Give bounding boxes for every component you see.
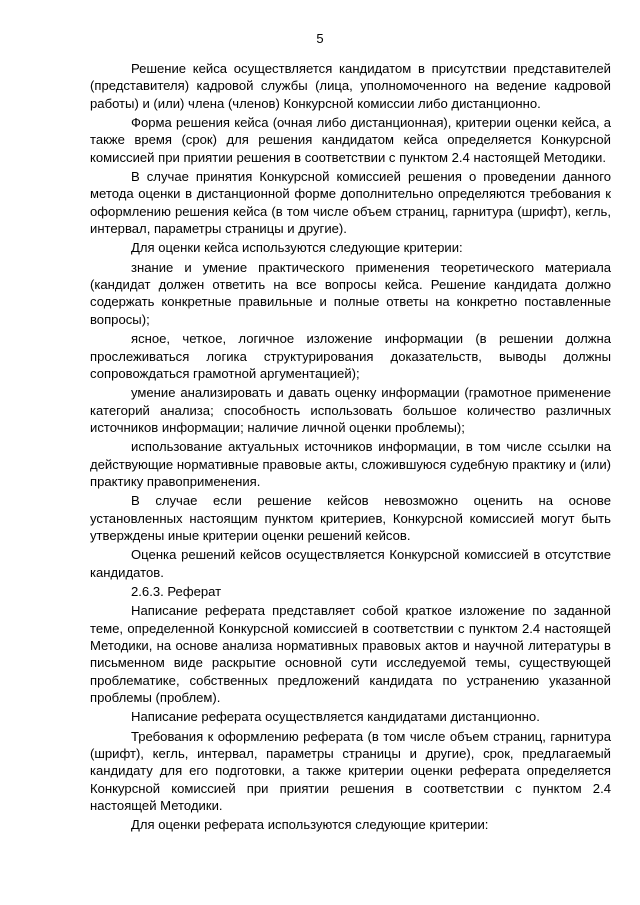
criteria-item: знание и умение практического применения теоретического материала (кандидат должен ответить на все вопросы кейса. Решение кандидата должно содержать конкретные правильные и полные ответы на конкретно поставленные вопросы); bbox=[90, 259, 611, 327]
paragraph: В случае принятия Конкурсной комиссией решения о проведении данного метода оценки в дистанционной форме дополнительно определяются требования к оформлению решения кейса (в том числе объем страниц, гарнитура (шрифт), кегль, интервал, параметры страницы и другие). bbox=[90, 169, 611, 237]
paragraph: Написание реферата представляет собой краткое изложение по заданной теме, определенной Конкурсной комиссией в соответствии с пунктом 2.4 настоящей Методики, на основе анализа нормативных правовых актов и научной литературы в письменном виде раскрытие основной сути исследуемой темы, существующей проблематике, собственных предложений кандидата по устранению указанной проблемы (проблем). bbox=[90, 603, 611, 706]
paragraph: Оценка решений кейсов осуществляется Конкурсной комиссией в отсутствие кандидатов. bbox=[90, 547, 611, 580]
paragraph: Форма решения кейса (очная либо дистанционная), критерии оценки кейса, а также время (срок) для решения кандидатом кейса определяется Конкурсной комиссией при приятии решения в соответствии с пунктом 2.4 настоящей Методики. bbox=[90, 115, 611, 165]
paragraph: Требования к оформлению реферата (в том числе объем страниц, гарнитура (шрифт), кегль, интервал, параметры страницы и другие), срок, предлагаемый кандидату для его подготовки, а также критерии оценки реферата определяется Конкурсной комиссией при приятии решения в соответствии с пунктом 2.4 настоящей Методики. bbox=[90, 728, 611, 814]
page-number: 5 bbox=[316, 31, 324, 46]
paragraph: Решение кейса осуществляется кандидатом в присутствии представителей (представителя) кадровой службы (лица, уполномоченного на ведение кадровой работы) и (или) члена (членов) Конкурсной комиссии либо дистанционно. bbox=[90, 61, 611, 111]
paragraph: Для оценки кейса используются следующие критерии: bbox=[131, 240, 463, 256]
paragraph: В случае если решение кейсов невозможно оценить на основе установленных настоящим пунктом критериев, Конкурсной комиссией могут быть утверждены иные критерии оценки решений кейсов. bbox=[90, 493, 611, 543]
document-body bbox=[90, 60, 611, 834]
paragraph: Написание реферата осуществляется кандидатами дистанционно. bbox=[131, 709, 540, 725]
criteria-item: использование актуальных источников информации, в том числе ссылки на действующие нормативные правовые акты, сложившуюся судебную практику и (или) практику правоприменения. bbox=[90, 439, 611, 489]
section-heading: 2.6.3. Реферат bbox=[131, 583, 222, 599]
paragraph: Для оценки реферата используются следующие критерии: bbox=[131, 817, 489, 833]
criteria-item: ясное, четкое, логичное изложение информации (в решении должна прослеживаться логика структурирования доказательств, выводы должны сопровождаться грамотной аргументацией); bbox=[90, 331, 611, 381]
criteria-item: умение анализировать и давать оценку информации (грамотное применение категорий анализа; способность использовать большое количество различных источников информации; наличие личной оценки проблемы); bbox=[90, 385, 611, 435]
